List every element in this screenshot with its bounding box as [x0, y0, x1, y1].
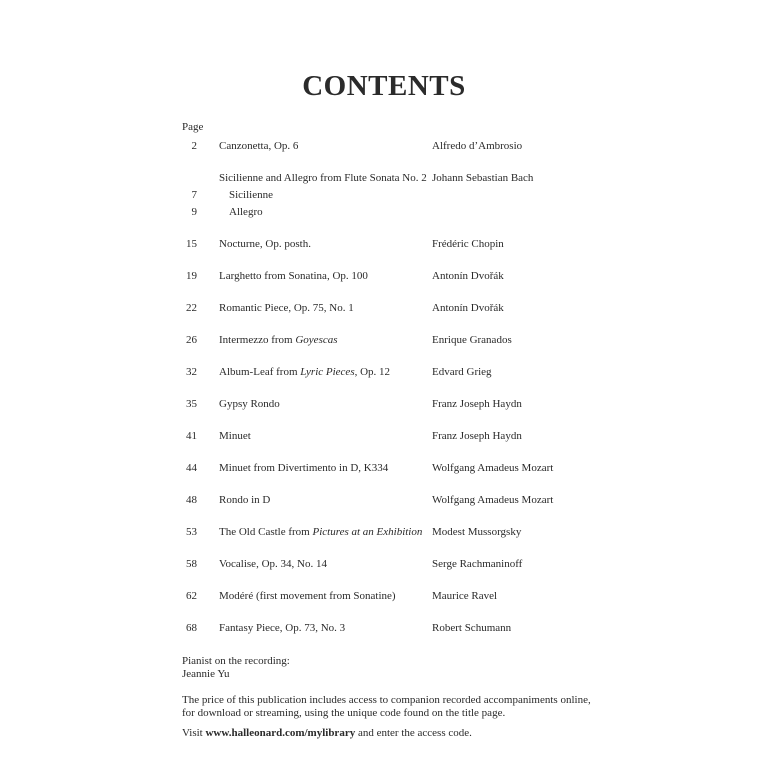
title-text: , Op. 12 [354, 366, 391, 378]
visit-instructions [182, 727, 472, 740]
piece-title [219, 366, 390, 378]
composer-name: Frédéric Chopin [432, 238, 504, 250]
composer-name: Antonín Dvořák [432, 270, 504, 282]
notice-line: The price of this publication includes access to companion recorded accompaniments online, [182, 694, 591, 706]
piece-title [219, 526, 422, 538]
title-italic: Pictures at an Exhibition [312, 526, 423, 538]
pianist-label: Pianist on the recording: [182, 655, 290, 667]
library-url: www.halleonard.com/mylibrary [205, 727, 356, 739]
movement-title: Sicilienne [229, 189, 273, 201]
page-column-label: Page [182, 121, 204, 133]
page-number: 68 [186, 622, 197, 634]
page-number: 48 [186, 494, 197, 506]
piece-title: Romantic Piece, Op. 75, No. 1 [219, 302, 354, 314]
page-number: 41 [186, 430, 197, 442]
page-number: 44 [186, 462, 197, 474]
composer-name: Wolfgang Amadeus Mozart [432, 494, 554, 506]
title-text: Intermezzo from [219, 334, 296, 346]
page-number: 15 [186, 238, 197, 250]
page-number: 35 [186, 398, 197, 410]
page-number: 26 [186, 334, 197, 346]
composer-name: Enrique Granados [432, 334, 512, 346]
piece-title: Canzonetta, Op. 6 [219, 140, 299, 152]
composer-name: Alfredo d’Ambrosio [432, 140, 523, 152]
title-italic: Goyescas [295, 334, 338, 346]
piece-title: Gypsy Rondo [219, 398, 280, 410]
page-number: 7 [191, 189, 197, 201]
composer-name: Maurice Ravel [432, 590, 498, 602]
access-notice [182, 694, 591, 720]
piece-title: Larghetto from Sonatina, Op. 100 [219, 270, 368, 282]
pianist-name: Jeannie Yu [182, 668, 230, 680]
piece-title: Minuet from Divertimento in D, K334 [219, 462, 389, 474]
pianist-credit [182, 655, 290, 681]
composer-name: Edvard Grieg [432, 366, 492, 378]
page-number: 19 [186, 270, 197, 282]
piece-title [219, 334, 338, 346]
visit-line [182, 727, 472, 740]
page-title: CONTENTS [302, 70, 466, 102]
composer-name: Johann Sebastian Bach [432, 172, 534, 184]
piece-title: Minuet [219, 430, 251, 442]
composer-name: Franz Joseph Haydn [432, 430, 522, 442]
composer-name: Franz Joseph Haydn [432, 398, 522, 410]
composer-name: Antonín Dvořák [432, 302, 504, 314]
composer-name: Robert Schumann [432, 622, 512, 634]
piece-title: Rondo in D [219, 494, 271, 506]
page-number: 58 [186, 558, 197, 570]
visit-text: and enter the access code. [355, 727, 472, 739]
title-text: The Old Castle from [219, 526, 313, 538]
piece-title: Nocturne, Op. posth. [219, 238, 311, 250]
title-italic: Lyric Pieces [300, 366, 355, 378]
composer-name: Wolfgang Amadeus Mozart [432, 462, 554, 474]
page-number: 2 [191, 140, 197, 152]
composer-name: Modest Mussorgsky [432, 526, 522, 538]
visit-text: Visit [182, 727, 206, 739]
composer-name: Serge Rachmaninoff [432, 558, 523, 570]
page-number: 62 [186, 590, 197, 602]
piece-title: Modéré (first movement from Sonatine) [219, 590, 396, 602]
page-number: 22 [186, 302, 197, 314]
piece-title: Sicilienne and Allegro from Flute Sonata No. 2 [219, 172, 427, 184]
page-number: 32 [186, 366, 197, 378]
page-number: 9 [191, 206, 197, 218]
title-text: Album-Leaf from [219, 366, 301, 378]
page-number: 53 [186, 526, 197, 538]
piece-title: Vocalise, Op. 34, No. 14 [219, 558, 327, 570]
notice-line: for download or streaming, using the unique code found on the title page. [182, 707, 506, 719]
piece-title: Fantasy Piece, Op. 73, No. 3 [219, 622, 346, 634]
movement-title: Allegro [229, 206, 263, 218]
